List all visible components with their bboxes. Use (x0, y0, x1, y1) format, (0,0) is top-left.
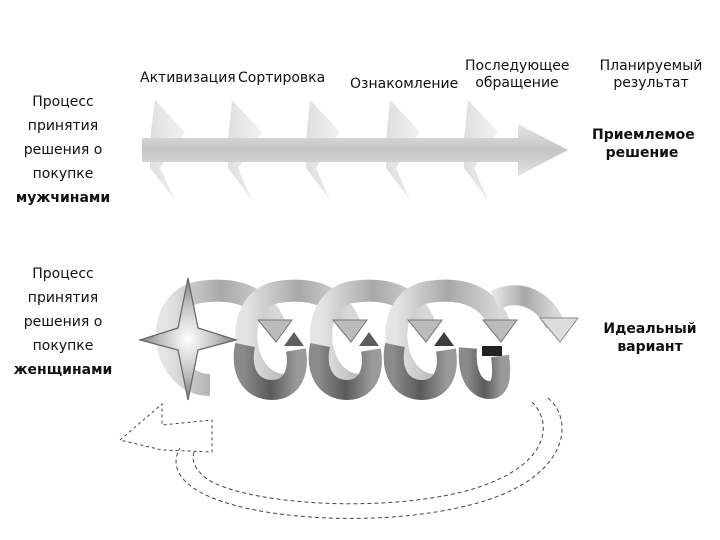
women-line5: женщинами (13, 362, 113, 378)
men-straight-arrow (142, 124, 568, 176)
men-line4: покупке (32, 166, 94, 182)
coil-arrowhead-5 (540, 318, 578, 342)
coil-up-arrow-3 (434, 332, 454, 346)
stage-familiarization: Ознакомление (350, 76, 459, 92)
women-line2: принятия (27, 290, 99, 306)
women-result-line2: вариант (617, 339, 683, 355)
men-line1: Процесс (32, 94, 94, 110)
men-result-label (592, 126, 695, 162)
coil-end-block (482, 346, 502, 356)
coil-front-3 (394, 345, 447, 390)
men-line2: принятия (27, 118, 99, 134)
stage-sorting: Сортировка (238, 70, 326, 86)
stage-followup-line1: Последующее (465, 58, 570, 74)
coil-up-arrow-2 (359, 332, 379, 346)
men-result-line1: Приемлемое (592, 127, 695, 143)
men-line3: решения о (23, 142, 103, 158)
women-line1: Процесс (32, 266, 94, 282)
stage-activation: Активизация (140, 70, 236, 86)
stage-planned-line2: результат (613, 75, 689, 91)
coil-arrowhead-4 (483, 320, 517, 342)
coil-front-2 (319, 345, 372, 390)
stage-planned-result (596, 58, 706, 92)
women-line3: решения о (23, 314, 103, 330)
stage-planned-line1: Планируемый (599, 58, 703, 74)
men-result-line2: решение (605, 145, 679, 161)
women-process-label (8, 262, 118, 382)
stage-followup-line2: обращение (475, 75, 559, 91)
coil-front-1 (244, 345, 297, 390)
coil-arrowhead-1 (258, 320, 292, 342)
coil-arrowhead-2 (333, 320, 367, 342)
coil-arrowhead-3 (408, 320, 442, 342)
women-result-line1: Идеальный (603, 321, 697, 337)
stage-followup (465, 58, 569, 92)
men-line5: мужчинами (15, 190, 111, 206)
return-loop-arrow (120, 398, 562, 518)
coil-up-arrow-1 (284, 332, 304, 346)
women-result-label (600, 320, 700, 356)
men-process-label (8, 90, 118, 210)
women-line4: покупке (32, 338, 94, 354)
